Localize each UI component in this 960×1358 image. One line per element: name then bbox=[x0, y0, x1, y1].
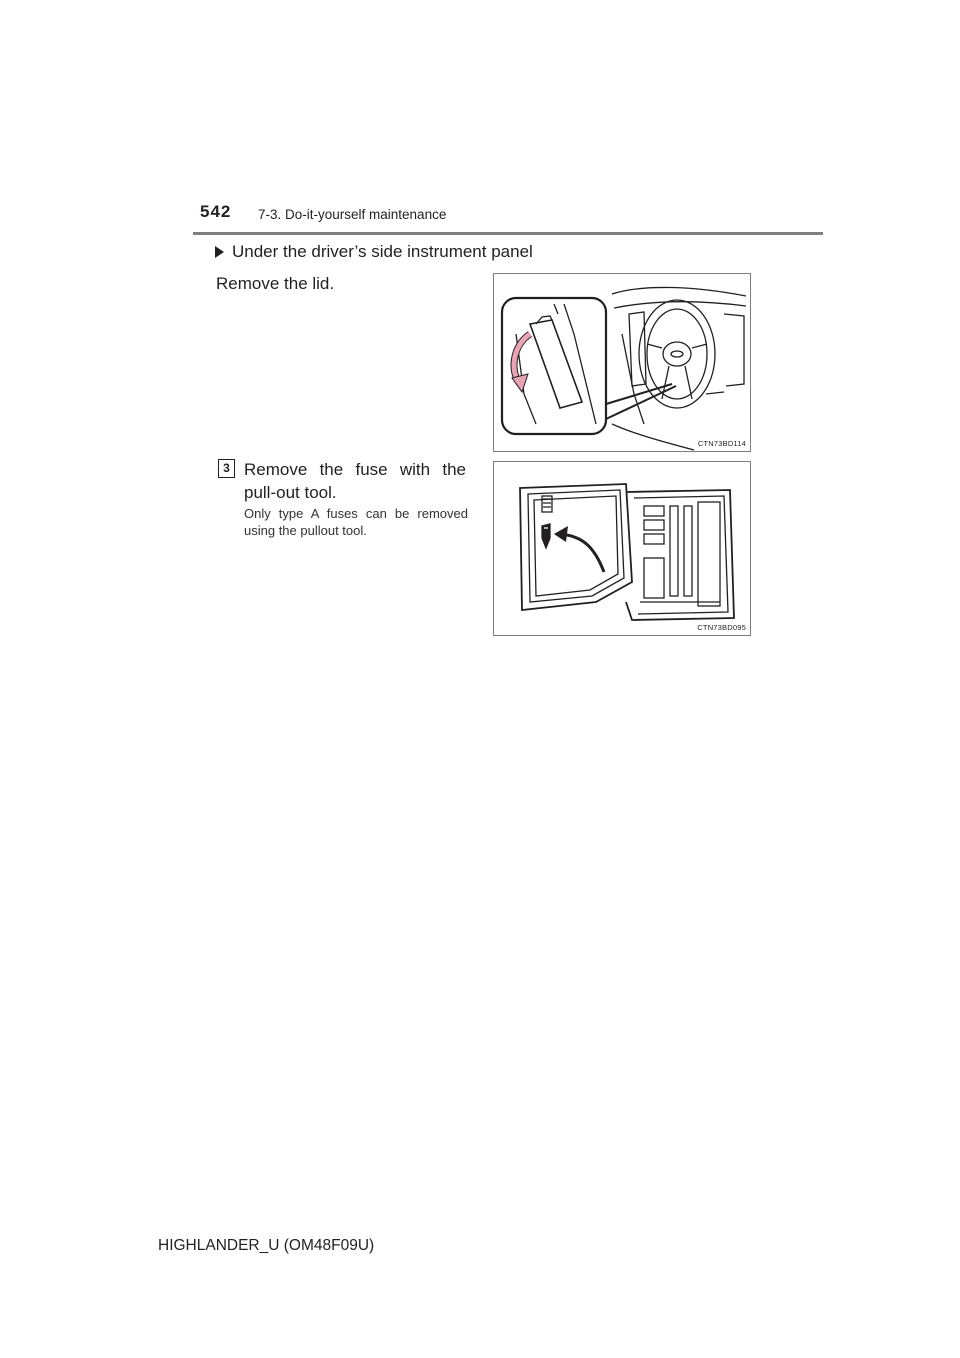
subheading bbox=[215, 242, 533, 262]
header-divider bbox=[193, 232, 823, 235]
figure-code: CTN73BD114 bbox=[697, 439, 746, 448]
fuse-box-illustration bbox=[494, 462, 750, 635]
subheading-text: Under the driver’s side instrument panel bbox=[232, 242, 533, 261]
step-remove-lid: Remove the lid. bbox=[216, 274, 335, 293]
figure-fuse-box bbox=[493, 461, 751, 636]
step-remove-fuse: Remove the fuse with the pull-out tool. bbox=[244, 460, 466, 502]
figure-lid-removal bbox=[493, 273, 751, 452]
lid-removal-illustration bbox=[494, 274, 750, 451]
pointer-arrow-icon bbox=[560, 534, 604, 572]
step-note: Only type A fuses can be removed using the pullout tool. bbox=[244, 506, 468, 538]
footer-model: HIGHLANDER_U (OM48F09U) bbox=[158, 1237, 375, 1254]
step-number-badge: 3 bbox=[218, 459, 235, 478]
triangle-bullet-icon bbox=[215, 246, 224, 258]
figure-code: CTN73BD095 bbox=[697, 623, 746, 632]
page-number: 542 bbox=[200, 202, 232, 221]
section-title: 7-3. Do-it-yourself maintenance bbox=[258, 207, 447, 222]
